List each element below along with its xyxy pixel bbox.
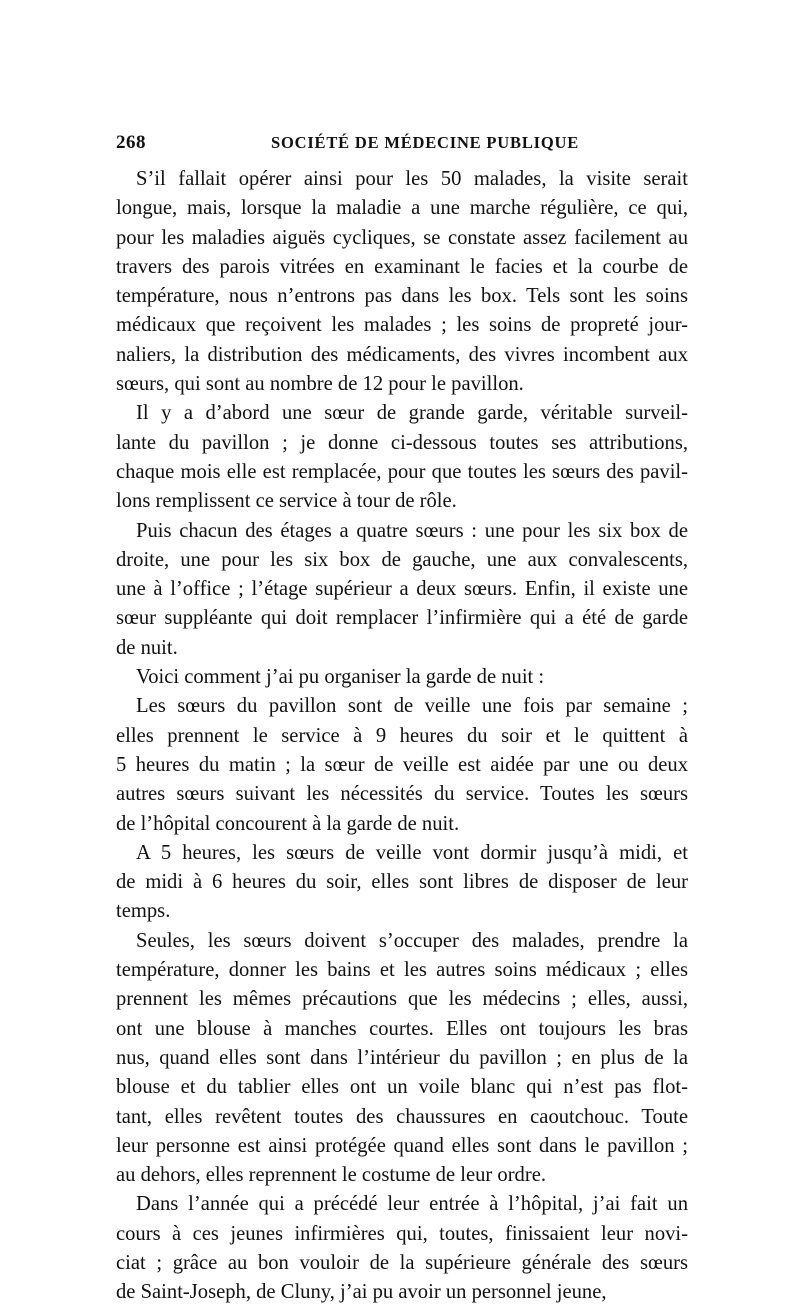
text-line: 5 heures du matin ; la sœur de veille est aidée par une ou deux: [116, 753, 688, 776]
text-line: elles prennent le service à 9 heures du soir et le quittent à: [116, 724, 688, 747]
text-line: chaque mois elle est remplacée, pour que toutes les sœurs des pavil-: [116, 460, 688, 483]
text-line: autres sœurs suivant les nécessités du service. Toutes les sœurs: [116, 783, 688, 806]
text-line: cours à ces jeunes infirmières qui, toutes, finissaient leur novi-: [116, 1222, 688, 1245]
body-text: [116, 165, 688, 1308]
text-line: Voici comment j’ai pu organiser la garde de nuit :: [136, 666, 545, 689]
paragraph: [116, 839, 688, 927]
page-header: [116, 132, 688, 156]
text-line: A 5 heures, les sœurs de veille vont dormir jusqu’à midi, et: [136, 841, 688, 864]
text-line: tant, elles revêtent toutes des chaussures en caoutchouc. Toute: [116, 1105, 688, 1128]
text-line: lons remplissent ce service à tour de rôle.: [116, 490, 457, 513]
text-line: blouse et du tablier elles ont un voile blanc qui n’est pas flot-: [116, 1076, 688, 1099]
text-line: température, donner les bains et les autres soins médicaux ; elles: [116, 959, 688, 982]
paragraph: [116, 399, 688, 516]
text-line: de Saint-Joseph, de Cluny, j’ai pu avoir un personnel jeune,: [116, 1281, 607, 1304]
text-line: sœur suppléante qui doit remplacer l’infirmière qui a été de garde: [116, 607, 688, 630]
paragraph: [116, 692, 688, 838]
text-line: naliers, la distribution des médicaments, des vivres incombent aux: [116, 343, 688, 366]
text-line: nus, quand elles sont dans l’intérieur du pavillon ; en plus de la: [116, 1046, 688, 1069]
text-line: Seules, les sœurs doivent s’occuper des malades, prendre la: [136, 929, 688, 952]
paragraph: [116, 1190, 688, 1307]
text-line: de l’hôpital concourent à la garde de nuit.: [116, 812, 460, 835]
text-line: au dehors, elles reprennent le costume de leur ordre.: [116, 1164, 547, 1187]
text-line: température, nous n’entrons pas dans les box. Tels sont les soins: [116, 285, 688, 308]
text-line: lante du pavillon ; je donne ci-dessous toutes ses attributions,: [116, 431, 688, 454]
text-line: ont une blouse à manches courtes. Elles ont toujours les bras: [116, 1017, 688, 1040]
text-line: de midi à 6 heures du soir, elles sont libres de disposer de leur: [116, 871, 688, 894]
text-line: Les sœurs du pavillon sont de veille une fois par semaine ;: [136, 695, 688, 718]
text-line: Il y a d’abord une sœur de grande garde, véritable surveil-: [136, 402, 688, 425]
text-line: prennent les mêmes précautions que les médecins ; elles, aussi,: [116, 988, 688, 1011]
text-line: ciat ; grâce au bon vouloir de la supérieure générale des sœurs: [116, 1251, 688, 1274]
paragraph: [116, 927, 688, 1191]
text-line: de nuit.: [116, 636, 178, 659]
paragraph: [116, 165, 688, 399]
text-line: Puis chacun des étages a quatre sœurs : une pour les six box de: [136, 519, 688, 542]
text-line: longue, mais, lorsque la maladie a une marche régulière, ce qui,: [116, 197, 688, 220]
text-line: pour les maladies aiguës cycliques, se constate assez facilement au: [116, 226, 688, 249]
text-line: leur personne est ainsi protégée quand elles sont dans le pavillon ;: [116, 1134, 688, 1157]
text-line: Dans l’année qui a précédé leur entrée à l’hôpital, j’ai fait un: [136, 1193, 688, 1216]
paragraph: [116, 517, 688, 663]
running-title: SOCIÉTÉ DE MÉDECINE PUBLIQUE: [271, 133, 579, 152]
text-line: S’il fallait opérer ainsi pour les 50 malades, la visite serait: [136, 168, 688, 190]
text-line: travers des parois vitrées en examinant le facies et la courbe de: [116, 255, 688, 278]
text-line: sœurs, qui sont au nombre de 12 pour le pavillon.: [116, 373, 524, 396]
page-number: 268: [116, 132, 146, 153]
text-line: droite, une pour les six box de gauche, une aux convalescents,: [116, 548, 688, 571]
text-line: une à l’office ; l’étage supérieur a deux sœurs. Enfin, il existe une: [116, 578, 688, 601]
text-line: médicaux que reçoivent les malades ; les soins de propreté jour-: [116, 314, 688, 337]
paragraph: [116, 663, 688, 692]
text-line: temps.: [116, 900, 171, 923]
